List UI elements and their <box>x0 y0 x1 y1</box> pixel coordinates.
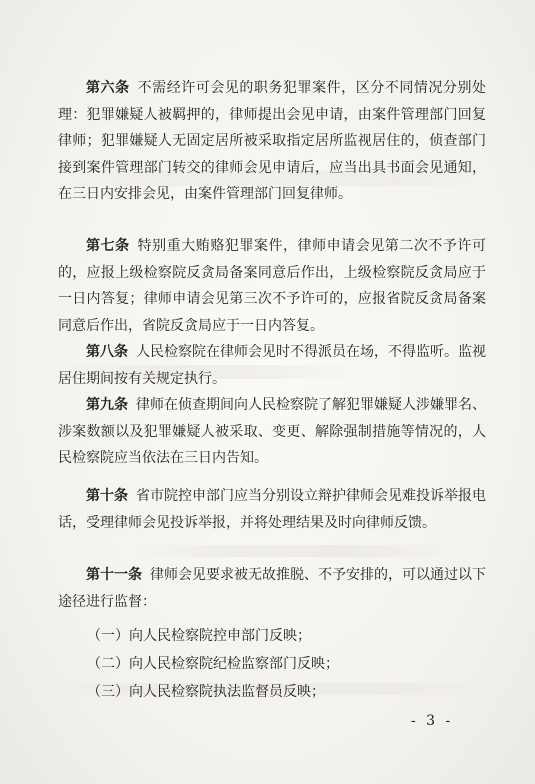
article-heading: 第七条 <box>86 238 130 254</box>
article-body: 律师会见要求被无故推脱、不予安排的，可以通过以下途径进行监督： <box>58 567 486 610</box>
article-body: 人民检察院在律师会见时不得派员在场，不得监听。监视居住期间按有关规定执行。 <box>58 344 486 387</box>
list-item: （一）向人民检察院控申部门反映； <box>87 628 311 644</box>
article-heading: 第九条 <box>86 397 128 413</box>
list-item: （三）向人民检察院执法监督员反映； <box>87 684 325 700</box>
list-item: （二）向人民检察院纪检监察部门反映； <box>87 656 339 672</box>
article-8 <box>58 339 486 392</box>
article-body: 律师在侦查期间向人民检察院了解犯罪嫌疑人涉嫌罪名、涉案数额以及犯罪嫌疑人被采取、变更、解除强制措施等情况的，人民检察院应当依法在三日内告知。 <box>58 397 486 466</box>
article-heading: 第十条 <box>86 488 128 504</box>
article-9 <box>58 392 486 472</box>
article-body: 省市院控申部门应当分别设立辩护律师会见难投诉举报电话，受理律师会见投诉举报，并将处理结果及时向律师反馈。 <box>58 488 486 531</box>
article-heading: 第八条 <box>86 344 128 360</box>
article-7 <box>58 233 486 339</box>
article-heading: 第六条 <box>86 80 130 96</box>
bleed-through-mark <box>130 545 460 557</box>
article-11 <box>58 562 486 615</box>
article-heading: 第十一条 <box>86 567 142 583</box>
article-10 <box>58 483 486 536</box>
page-number: - 3 - <box>411 713 454 729</box>
article-body: 特别重大贿赂犯罪案件，律师申请会见第二次不予许可的，应报上级检察院反贪局备案同意后作出，上级检察院反贪局应于一日内答复；律师申请会见第三次不予许可的，应报省院反贪局备案同意后作出，省院反贪局应于一日内答复。 <box>58 238 487 334</box>
article-6 <box>58 75 486 208</box>
article-body: 不需经许可会见的职务犯罪案件，区分不同情况分别处理：犯罪嫌疑人被羁押的，律师提出会见申请，由案件管理部门回复律师；犯罪嫌疑人无固定居所被采取指定居所监视居住的，侦查部门接到案件管理部门转交的律师会见申请后，应当出具书面会见通知，在三日内安排会见，由案件管理部门回复律师。 <box>58 80 487 202</box>
